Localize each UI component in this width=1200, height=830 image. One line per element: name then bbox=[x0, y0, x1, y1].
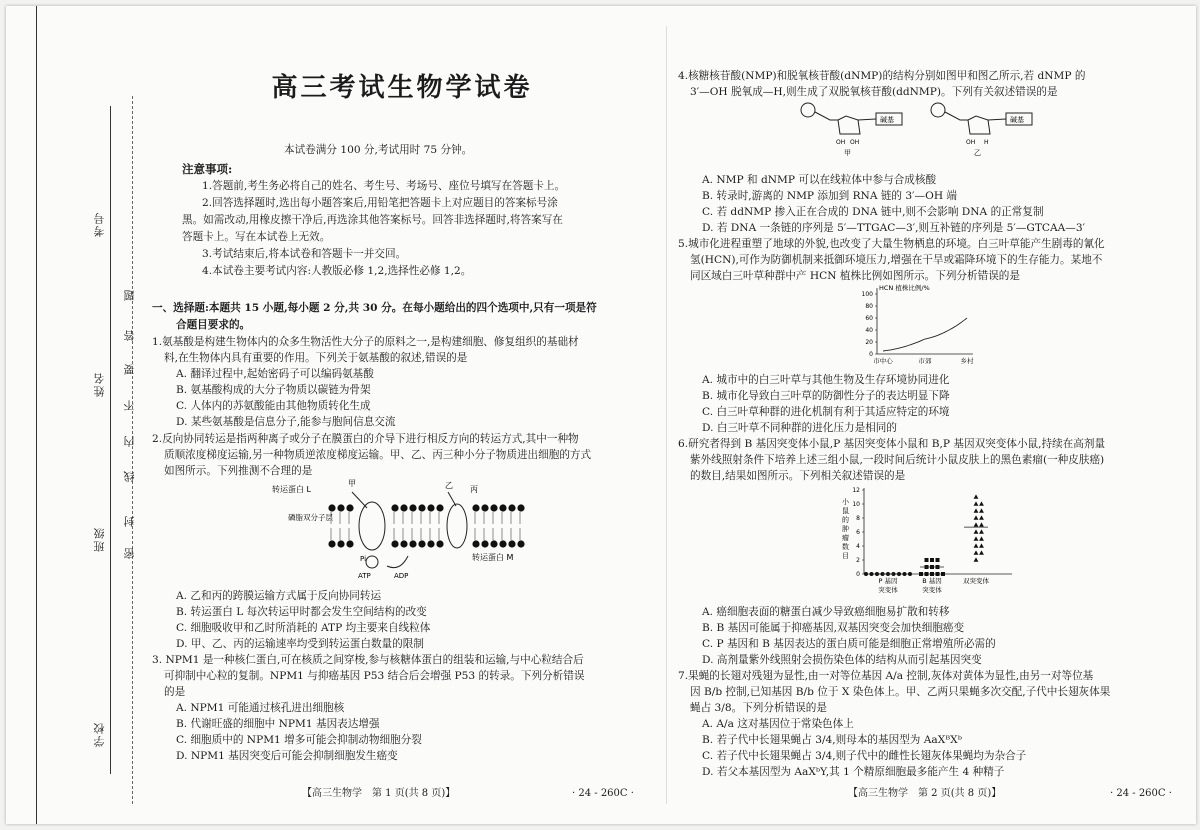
q7-stem: 因 B/b 控制,已知基因 B/b 位于 X 染色体上。甲、乙两只果蝇多次交配,子代中长翅灰体果 bbox=[690, 686, 1111, 698]
q5-stem: 同区域白三叶草种群中产 HCN 植株比例如图所示。下列分析错误的是 bbox=[690, 270, 1020, 282]
lipid-head bbox=[328, 504, 335, 511]
lipid-head bbox=[328, 540, 335, 547]
footer-code-2: · 24 - 260C · bbox=[1110, 788, 1172, 799]
q1-option-c[interactable]: C. 人体内的苏氨酸能由其他物质转化生成 bbox=[176, 400, 371, 412]
y-tick-label: 6 bbox=[856, 529, 860, 537]
base-label-jia: 碱基 bbox=[880, 116, 894, 124]
lipid-head bbox=[346, 504, 353, 511]
binding-strip bbox=[14, 6, 139, 824]
lipid-head bbox=[337, 504, 344, 511]
q1-stem: 料,在生物体内具有重要的作用。下列关于氨基酸的叙述,错误的是 bbox=[164, 352, 468, 364]
y-tick-label: 40 bbox=[865, 327, 873, 335]
data-point bbox=[930, 558, 934, 562]
lipid-head bbox=[409, 540, 416, 547]
y-tick-label: 4 bbox=[856, 543, 860, 551]
y-tick-label: 20 bbox=[865, 339, 873, 347]
exam-no-label: 考号 bbox=[93, 211, 106, 237]
x-tick-label: 市中心 bbox=[873, 357, 893, 365]
h-label: H bbox=[984, 139, 989, 146]
q6-stem: 6.研究者得到 B 基因突变体小鼠,P 基因突变体小鼠和 B,P 基因双突变体小鼠,持续在高剂量 bbox=[678, 438, 1106, 450]
data-point bbox=[870, 572, 874, 576]
x-tick-label: 乡村 bbox=[960, 357, 974, 365]
q5-option-d[interactable]: D. 白三叶草不同种群的进化压力是相同的 bbox=[702, 422, 897, 434]
q3-stem: 3. NPM1 是一种核仁蛋白,可在核质之间穿梭,参与核糖体蛋白的组装和运输,与中心粒结合后 bbox=[152, 654, 584, 666]
q4-stem: 3′—OH 脱氧成—H,则生成了双脱氧核苷酸(ddNMP)。下列有关叙述错误的是 bbox=[690, 86, 1058, 98]
lipid-head bbox=[481, 540, 488, 547]
oh-label: OH bbox=[836, 139, 846, 146]
data-point bbox=[979, 501, 984, 505]
data-point bbox=[979, 508, 984, 512]
lipid-head bbox=[499, 540, 506, 547]
lipid-head bbox=[427, 540, 434, 547]
data-point bbox=[974, 515, 979, 519]
q3-stem: 的是 bbox=[164, 686, 186, 698]
data-point bbox=[979, 529, 984, 533]
tumor-scatter-chart bbox=[838, 484, 1018, 602]
q1-option-a[interactable]: A. 翻译过程中,起始密码子可以编码氨基酸 bbox=[176, 368, 374, 380]
seal-word: 题 bbox=[123, 288, 136, 301]
fig-label-M: 转运蛋白 M bbox=[472, 553, 514, 562]
lipid-head bbox=[346, 540, 353, 547]
fig-label-bilayer: 磷脂双分子层 bbox=[288, 513, 333, 522]
fig-label-pi: Pi bbox=[360, 555, 367, 563]
footer-page-2: 【高三生物学 第 2 页(共 8 页)】 bbox=[848, 788, 1002, 799]
q4-stem: 4.核糖核苷酸(NMP)和脱氧核苷酸(dNMP)的结构分别如图甲和图乙所示,若 dNMP 的 bbox=[678, 70, 1086, 82]
lipid-head bbox=[400, 504, 407, 511]
y-axis-label-char: 肿 bbox=[842, 525, 849, 533]
data-point bbox=[936, 572, 940, 576]
data-point bbox=[974, 536, 979, 540]
footer-page-1: 【高三生物学 第 1 页(共 8 页)】 bbox=[302, 788, 456, 799]
data-point bbox=[974, 529, 979, 533]
y-tick-label: 0 bbox=[869, 351, 873, 359]
label-jia: 甲 bbox=[844, 149, 851, 157]
q3-option-d[interactable]: D. NPM1 基因突变后可能会抑制细胞发生癌变 bbox=[176, 750, 398, 762]
data-point bbox=[919, 572, 923, 576]
footer-code-1: · 24 - 260C · bbox=[572, 788, 634, 799]
data-point bbox=[974, 522, 979, 526]
seal-word: 要 bbox=[123, 362, 136, 375]
x-tick-label: P 基因 bbox=[878, 577, 898, 585]
lipid-head bbox=[418, 540, 425, 547]
nucleotide-structures-figure bbox=[796, 100, 1066, 170]
y-axis-label-char: 数 bbox=[842, 543, 849, 551]
data-point bbox=[974, 494, 979, 498]
notice-item: 答题卡上。写在本试卷上无效。 bbox=[182, 231, 331, 243]
hcn-series-line bbox=[883, 318, 967, 351]
y-tick-label: 60 bbox=[865, 315, 873, 323]
lipid-head bbox=[508, 504, 515, 511]
q7-stem: 蝇占 3/8。下列分析错误的是 bbox=[690, 702, 827, 714]
q6-option-b[interactable]: B. B 基因可能属于抑癌基因,双基因突变会加快细胞癌变 bbox=[702, 622, 965, 634]
seal-word: 线 bbox=[123, 469, 136, 482]
y-tick-label: 8 bbox=[856, 515, 860, 523]
y-axis-label-char: 鼠 bbox=[842, 507, 849, 515]
section1-heading-cont: 合题目要求的。 bbox=[176, 319, 251, 331]
fig-label-L: 转运蛋白 L bbox=[272, 485, 311, 494]
lipid-head bbox=[490, 540, 497, 547]
q3-option-b[interactable]: B. 代谢旺盛的细胞中 NPM1 基因表达增强 bbox=[176, 718, 380, 730]
lipid-head bbox=[499, 504, 506, 511]
x-tick-label: B 基因 bbox=[922, 577, 942, 585]
page-title: 高三考试生物学试卷 bbox=[271, 73, 533, 103]
seal-dashed-line bbox=[132, 96, 133, 804]
oh-label: OH bbox=[966, 139, 976, 146]
y-axis-label-char: 的 bbox=[842, 516, 849, 524]
q7-option-b[interactable]: B. 若子代中长翅果蝇占 3/4,则母本的基因型为 AaXᴮXᵇ bbox=[702, 734, 962, 746]
fig-label-atp: ATP bbox=[358, 572, 371, 580]
lipid-head bbox=[472, 504, 479, 511]
lipid-head bbox=[400, 540, 407, 547]
y-tick-label: 100 bbox=[861, 291, 873, 299]
lipid-head bbox=[427, 504, 434, 511]
data-point bbox=[925, 558, 929, 562]
data-point bbox=[941, 572, 945, 576]
q2-stem: 如图所示。下列推测不合理的是 bbox=[164, 465, 313, 477]
seal-word: 密 bbox=[123, 546, 136, 559]
q5-option-a[interactable]: A. 城市中的白三叶草与其他生物及生存环境协同进化 bbox=[702, 374, 950, 386]
y-tick-label: 2 bbox=[856, 557, 860, 565]
q2-stem: 质顺浓度梯度运输,另一种物质逆浓度梯度运输。甲、乙、丙三种小分子物质进出细胞的方式 bbox=[164, 449, 592, 461]
x-tick-label: 突变体 bbox=[878, 586, 898, 594]
q5-stem: 5.城市化进程重塑了地球的外貌,也改变了大量生物栖息的环境。白三叶草能产生剧毒的氰化 bbox=[678, 238, 1105, 250]
data-point bbox=[974, 550, 979, 554]
data-point bbox=[974, 501, 979, 505]
data-point bbox=[979, 550, 984, 554]
lipid-head bbox=[391, 540, 398, 547]
membrane-transport-figure bbox=[272, 478, 542, 586]
lipid-head bbox=[472, 540, 479, 547]
x-tick-label: 市郊 bbox=[918, 357, 932, 365]
data-point bbox=[903, 572, 907, 576]
lipid-head bbox=[337, 540, 344, 547]
y-tick-label: 12 bbox=[852, 487, 860, 495]
q3-stem: 可抑制中心粒的复制。NPM1 与抑癌基因 P53 结合后会增强 P53 的转录。下列分析错误 bbox=[164, 670, 585, 682]
y-axis-label-char: 小 bbox=[842, 498, 849, 506]
q6-option-a[interactable]: A. 癌细胞表面的糖蛋白减少导致癌细胞易扩散和转移 bbox=[702, 606, 950, 618]
seal-word: 答 bbox=[123, 328, 136, 341]
seal-word: 封 bbox=[123, 514, 136, 527]
q7-option-c[interactable]: C. 若子代中长翅果蝇占 3/4,则子代中的雌性长翅灰体果蝇均为杂合子 bbox=[702, 750, 1027, 762]
binding-fill-line bbox=[110, 106, 111, 774]
q6-option-d[interactable]: D. 高剂量紫外线照射会损伤染色体的结构从而引起基因突变 bbox=[702, 654, 982, 666]
notice-item: 1.答题前,考生务必将自己的姓名、考生号、考场号、座位号填写在答题卡上。 bbox=[202, 180, 566, 192]
transporter-M bbox=[447, 504, 467, 548]
class-label: 班级 bbox=[93, 526, 106, 552]
fig-label-adp: ADP bbox=[394, 572, 409, 580]
q1-stem: 1.氨基酸是构建生物体内的众多生物活性大分子的原料之一,是构建细胞、修复组织的基础材 bbox=[152, 336, 579, 348]
lipid-head bbox=[517, 504, 524, 511]
notice-item: 4.本试卷主要考试内容:人教版必修 1,2,选择性必修 1,2。 bbox=[202, 265, 472, 277]
notice-heading: 注意事项: bbox=[182, 162, 233, 176]
q2-option-b[interactable]: B. 转运蛋白 L 每次转运甲时都会发生空间结构的改变 bbox=[176, 606, 427, 618]
data-point bbox=[908, 572, 912, 576]
data-point bbox=[979, 543, 984, 547]
notice-item: 黑。如需改动,用橡皮擦干净后,再选涂其他答案标号。回答非选择题时,将答案写在 bbox=[182, 214, 563, 226]
q3-option-c[interactable]: C. 细胞质中的 NPM1 增多可能会抑制动物细胞分裂 bbox=[176, 734, 422, 746]
q6-stem: 的数目,结果如图所示。下列相关叙述错误的是 bbox=[690, 470, 906, 482]
q1-option-b[interactable]: B. 氨基酸构成的大分子物质以碳链为骨架 bbox=[176, 384, 371, 396]
base-label-yi: 碱基 bbox=[1010, 116, 1024, 124]
data-point bbox=[974, 557, 979, 561]
notice-item: 3.考试结束后,将本试卷和答题卡一并交回。 bbox=[202, 248, 407, 260]
x-tick-label: 双突变体 bbox=[963, 577, 989, 585]
q6-option-c[interactable]: C. P 基因和 B 基因表达的蛋白质可能是细胞正常增殖所必需的 bbox=[702, 638, 996, 650]
intro-text: 本试卷满分 100 分,考试用时 75 分钟。 bbox=[284, 144, 473, 156]
name-label: 姓名 bbox=[93, 371, 106, 397]
data-point bbox=[974, 543, 979, 547]
q5-option-b[interactable]: B. 城市化导致白三叶草的防御性分子的表达明显下降 bbox=[702, 390, 950, 402]
q2-option-a[interactable]: A. 乙和丙的跨膜运输方式属于反向协同转运 bbox=[176, 590, 382, 602]
exam-sheet bbox=[6, 6, 1196, 824]
q4-option-d[interactable]: D. 若 DNA 一条链的序列是 5′—TTGAC—3′,则互补链的序列是 5′—GTCAA—3′ bbox=[702, 222, 1086, 234]
data-point bbox=[864, 572, 868, 576]
q4-option-c[interactable]: C. 若 ddNMP 掺入正在合成的 DNA 链中,则不会影响 DNA 的正常复制 bbox=[702, 206, 1044, 218]
phospholipid-bilayer bbox=[328, 504, 524, 547]
lipid-head bbox=[409, 504, 416, 511]
seal-word: 不 bbox=[123, 398, 136, 411]
q1-option-d[interactable]: D. 某些氨基酸是信息分子,能参与胞间信息交流 bbox=[176, 416, 396, 428]
q3-option-a[interactable]: A. NPM1 可能通过核孔进出细胞核 bbox=[176, 702, 345, 714]
q2-stem: 2.反向协同转运是指两种离子或分子在膜蛋白的介导下进行相反方向的转运方式,其中一种物 bbox=[152, 433, 579, 445]
column-divider bbox=[666, 26, 667, 804]
y-axis-label-char: 瘤 bbox=[842, 534, 849, 542]
data-point bbox=[979, 515, 984, 519]
label-yi: 乙 bbox=[974, 149, 981, 157]
lipid-head bbox=[517, 540, 524, 547]
school-label: 学校 bbox=[93, 721, 106, 747]
dnmp-structure bbox=[931, 103, 1032, 157]
transporter-L bbox=[359, 502, 385, 550]
oh-label: OH bbox=[850, 139, 860, 146]
pi-circle bbox=[366, 556, 378, 568]
seal-word: 内 bbox=[123, 434, 136, 447]
fig-label-bing: 丙 bbox=[470, 485, 478, 494]
lipid-head bbox=[481, 504, 488, 511]
q7-stem: 7.果蝇的长翅对残翅为显性,由一对等位基因 A/a 控制,灰体对黄体为显性,由另一对等位基 bbox=[678, 670, 1094, 682]
nmp-structure bbox=[801, 103, 902, 157]
y-tick-label: 0 bbox=[856, 571, 860, 579]
q5-option-c[interactable]: C. 白三叶草种群的进化机制有利于其适应特定的环境 bbox=[702, 406, 950, 418]
data-point bbox=[936, 558, 940, 562]
q2-option-d[interactable]: D. 甲、乙、丙的运输速率均受到转运蛋白数量的限制 bbox=[176, 638, 424, 650]
x-tick-label: 突变体 bbox=[922, 586, 942, 594]
data-point bbox=[974, 508, 979, 512]
lipid-head bbox=[508, 540, 515, 547]
notice-item: 2.回答选择题时,选出每小题答案后,用铅笔把答题卡上对应题目的答案标号涂 bbox=[202, 197, 558, 209]
lipid-head bbox=[418, 504, 425, 511]
fig-label-yi: 乙 bbox=[445, 481, 453, 490]
binding-edge-line bbox=[36, 6, 37, 824]
fig-label-jia: 甲 bbox=[348, 479, 356, 488]
hcn-line-chart bbox=[853, 282, 983, 372]
lipid-head bbox=[436, 540, 443, 547]
q2-option-c[interactable]: C. 细胞吸收甲和乙时所消耗的 ATP 均主要来自线粒体 bbox=[176, 622, 431, 634]
lipid-head bbox=[490, 504, 497, 511]
y-axis-label: HCN 植株比例/% bbox=[879, 284, 930, 292]
q4-option-a[interactable]: A. NMP 和 dNMP 可以在线粒体中参与合成核酸 bbox=[702, 174, 937, 186]
q7-option-d[interactable]: D. 若父本基因型为 AaXᵇY,其 1 个精原细胞最多能产生 4 种精子 bbox=[702, 766, 1005, 778]
q7-option-a[interactable]: A. A/a 这对基因位于常染色体上 bbox=[702, 718, 854, 730]
data-point bbox=[979, 522, 984, 526]
y-tick-label: 10 bbox=[852, 501, 860, 509]
y-tick-label: 80 bbox=[865, 303, 873, 311]
data-point bbox=[930, 572, 934, 576]
lipid-head bbox=[391, 504, 398, 511]
section1-heading: 一、选择题:本题共 15 小题,每小题 2 分,共 30 分。在每小题给出的四个选项中,只有一项是符 bbox=[152, 302, 597, 314]
data-point bbox=[979, 536, 984, 540]
data-point bbox=[925, 572, 929, 576]
q6-stem: 紫外线照射条件下培养上述三组小鼠,一段时间后统计小鼠皮肤上的黑色素瘤(一种皮肤癌) bbox=[690, 454, 1105, 466]
q4-option-b[interactable]: B. 转录时,游离的 NMP 添加到 RNA 链的 3′—OH 端 bbox=[702, 190, 958, 202]
y-axis-label-char: 目 bbox=[842, 552, 849, 560]
q5-stem: 氢(HCN),可作为防御机制来抵御环境压力,增强在干旱或霜降环境下的生存能力。某地不 bbox=[690, 254, 1103, 266]
lipid-head bbox=[436, 504, 443, 511]
